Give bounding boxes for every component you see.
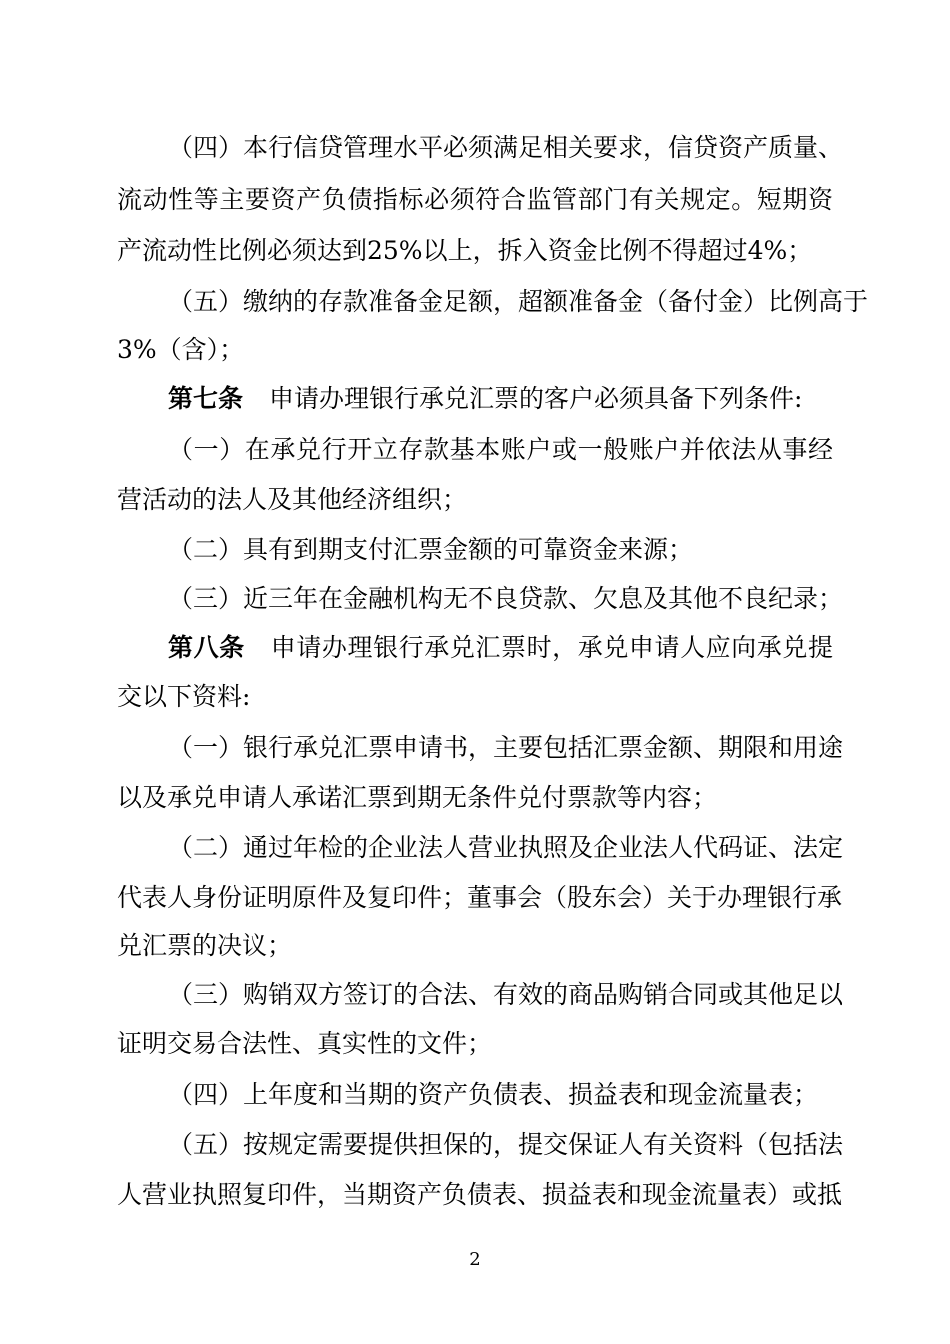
article-7-line	[168, 379, 833, 419]
text-line: （一）在承兑行开立存款基本账户或一般账户并依法从事经	[168, 435, 833, 464]
text-line: 人营业执照复印件，当期资产负债表、损益表和现金流量表）或抵	[117, 1180, 843, 1209]
article-8-line	[168, 628, 833, 668]
text-line: （一）银行承兑汇票申请书，主要包括汇票金额、期限和用途	[168, 733, 844, 762]
text-line: （四）本行信贷管理水平必须满足相关要求，信贷资产质量、	[168, 133, 844, 162]
text-line: 交以下资料:	[117, 682, 251, 711]
text-line: 营活动的法人及其他经济组织；	[117, 485, 468, 514]
text-line: （二）具有到期支付汇票金额的可靠资金来源；	[168, 535, 694, 564]
text-line: 代表人身份证明原件及复印件；董事会（股东会）关于办理银行承	[117, 883, 843, 912]
text-line: 流动性等主要资产负债指标必须符合监管部门有关规定。短期资	[117, 185, 833, 214]
text-line: （五）按规定需要提供担保的，提交保证人有关资料（包括法	[168, 1130, 844, 1159]
text-line: 证明交易合法性、真实性的文件；	[117, 1029, 493, 1058]
text-line: （五）缴纳的存款准备金足额，超额准备金（备付金）比例高于	[168, 287, 869, 316]
text-line: （三）购销双方签订的合法、有效的商品购销合同或其他足以	[168, 980, 844, 1009]
article-7-text: 申请办理银行承兑汇票的客户必须具备下列条件:	[269, 384, 803, 413]
article-8-label: 第八条	[168, 633, 245, 662]
text-line: （三）近三年在金融机构无不良贷款、欠息及其他不良纪录；	[168, 584, 844, 613]
text-line: （四）上年度和当期的资产负债表、损益表和现金流量表；	[168, 1080, 819, 1109]
text-line: 以及承兑申请人承诺汇票到期无条件兑付票款等内容；	[117, 783, 718, 812]
text-line: 产流动性比例必须达到25%以上，拆入资金比例不得超过4%；	[117, 236, 813, 265]
text-line: 3%（含）；	[117, 335, 245, 364]
article-7-label: 第七条	[168, 384, 244, 413]
page-number: 2	[469, 1249, 481, 1270]
text-line: 兑汇票的决议；	[117, 931, 293, 960]
text-line: （二）通过年检的企业法人营业执照及企业法人代码证、法定	[168, 833, 844, 862]
article-8-text: 申请办理银行承兑汇票时，承兑申请人应向承兑提	[270, 633, 833, 662]
